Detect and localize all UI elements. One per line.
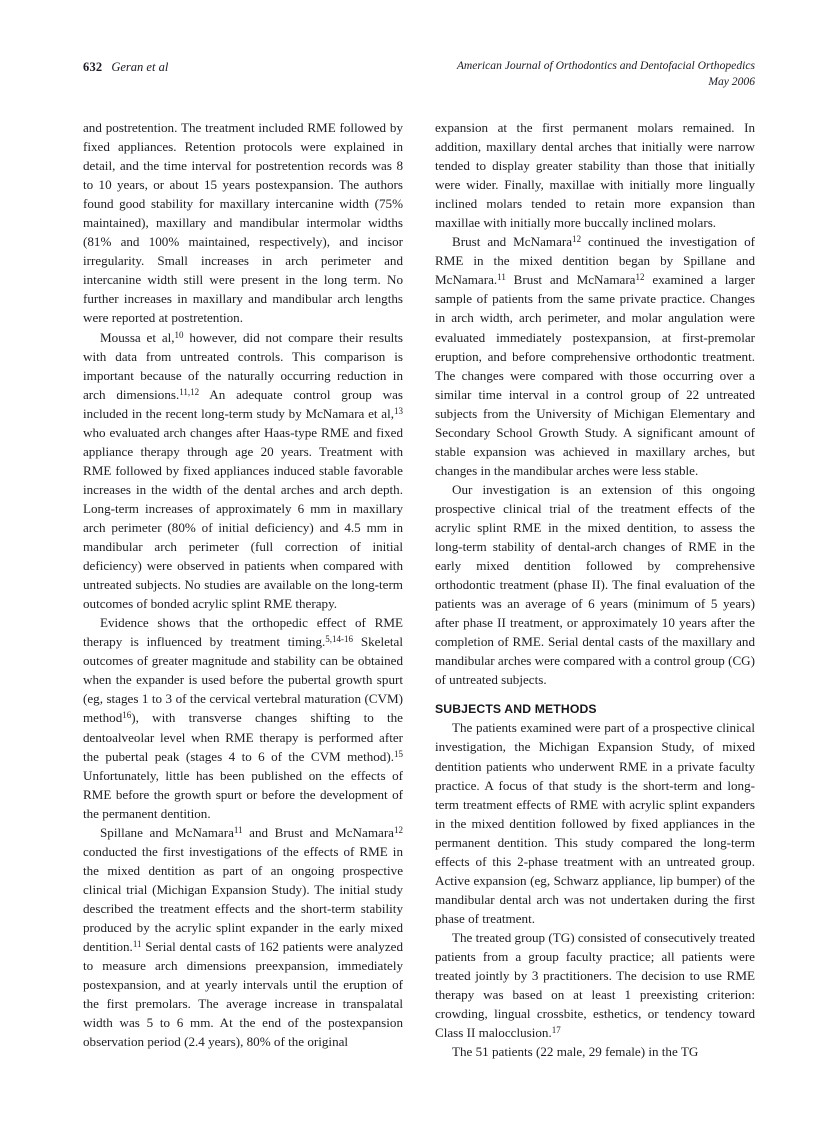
body-paragraph: expansion at the first permanent molars remained. In addition, maxillary dental arches that initially were narrow tended to display greater stability than those that initially were wider. Finally, maxillae with initially more lingually inclined molars tended to retain more expansion than maxillae with initially more buccally inclined molars. bbox=[435, 120, 755, 231]
column-right bbox=[435, 118, 755, 1068]
body-paragraph: The 51 patients (22 male, 29 female) in the TG bbox=[452, 1044, 699, 1060]
body-columns bbox=[83, 118, 755, 1068]
body-paragraph: The patients examined were part of a prospective clinical investigation, the Michigan Expansion Study, of mixed dentition patients who underwent RME in a private faculty practice. A focus of that study is the short-term and long-term treatment effects of RME with acrylic splint expanders in the mixed dentition followed by fixed appliances in the permanent dentition. This study compared the long-term effects of this 2-phase treatment with an untreated group. Active expansion (eg, Schwarz appliance, lip bumper) of the mandibular dental arch was not undertaken during the first phase of treatment. bbox=[435, 720, 755, 926]
running-head-left bbox=[83, 58, 168, 76]
running-head bbox=[83, 58, 755, 104]
issue-date: May 2006 bbox=[708, 74, 755, 88]
body-paragraph: The treated group (TG) consisted of consecutively treated patients from a group faculty practice; all patients were treated jointly by 3 practitioners. The decision to use RME therapy was based on at least 1 preexisting criterion: crowding, lingual crossbite, esthetics, or tendency toward Class II malocclusion.$^{17}$ bbox=[435, 929, 755, 1041]
body-paragraph: Spillane and McNamara$^{11}$ and Brust and McNamara$^{12}$ conducted the first investigations of the effects of RME in the mixed dentition as part of an ongoing prospective clinical trial (Michigan Expansion Study). The initial study described the treatment effects and the short-term stability produced by the acrylic splint expander in the early mixed dentition.$^{11}$ Serial dental casts of 162 patients were analyzed to measure arch dimensions preexpansion, immediately postexpansion, and at yearly intervals until the eruption of the first premolars. The average increase in transpalatal width was 5 to 6 mm. At the end of the postexpansion observation period (2.4 years), 80% of the original bbox=[83, 824, 403, 1050]
body-paragraph: Brust and McNamara$^{12}$ continued the investigation of RME in the mixed dentition began by Spillane and McNamara.$^{11}$ Brust and McNamara$^{12}$ examined a larger sample of patients from the same private practice. Changes in arch width, arch perimeter, and molar angulation were evaluated immediately postexpansion, at first-premolar eruption, and before comprehensive orthodontic treatment. The changes were compared with those occurring over a similar time interval in a control group of 22 untreated subjects from the University of Michigan Elementary and Secondary School Growth Study. A significant amount of stable expansion was achieved in maxillary arches, but changes in the mandibular arches were less stable. bbox=[435, 234, 756, 478]
page-number: 632 bbox=[83, 60, 103, 74]
body-paragraph: and postretention. The treatment included RME followed by fixed appliances. Retention protocols were explained in detail, and the time interval for postretention records was 8 to 10 years, or about 15 years postexpansion. The authors found good stability for maxillary intercanine width (75% maintained), maxillary and mandibular intermolar widths (81% and 100% maintained, respectively), and incisor irregularity. Small increases in arch perimeter and intercanine width still were present in the long term. No further increases in maxillary and mandibular arch lengths were reported at postretention. bbox=[83, 120, 403, 326]
body-paragraph: Evidence shows that the orthopedic effect of RME therapy is influenced by treatment timing.$^{5,14-16}$ Skeletal outcomes of greater magnitude and stability can be obtained when the expander is used before the pubertal growth spurt (eg, stages 1 to 3 of the cervical vertebral maturation (CVM) method$^{16}$), with transverse changes shifting to the dentoalveolar level when RME therapy is performed after the pubertal peak (stages 4 to 6 of the CVM method).$^{15}$ Unfortunately, little has been published on the effects of RME before the growth spurt or before the development of the permanent dentition. bbox=[83, 615, 403, 821]
journal-title: American Journal of Orthodontics and Dentofacial Orthopedics bbox=[456, 59, 755, 72]
body-paragraph: Moussa et al,$^{10}$ however, did not compare their results with data from untreated controls. This comparison is important because of the naturally occurring reduction in arch dimensions.$^{11,12}$ An adequate control group was included in the recent long-term study by McNamara et al,$^{13}$ who evaluated arch changes after Haas-type RME and fixed appliance therapy through age 20 years. Treatment with RME followed by fixed appliances induced stable favorable increases in the width of the dental arches and arch depth. Long-term increases of approximately 6 mm in maxillary arch perimeter (80% of initial deficiency) and 4.5 mm in mandibular arch perimeter (full correction of initial deficiency) were observed in patients when compared with untreated subjects. No studies are available on the long-term outcomes of bonded acrylic splint RME therapy. bbox=[83, 329, 404, 612]
column-left bbox=[83, 118, 403, 1068]
section-heading: SUBJECTS AND METHODS bbox=[435, 702, 597, 717]
running-head-authors: Geran et al bbox=[111, 60, 169, 74]
running-head-journal bbox=[457, 58, 755, 89]
body-paragraph: Our investigation is an extension of this ongoing prospective clinical trial of the treatment effects of the acrylic splint RME in the mixed dentition, to assess the long-term stability of dental-arch changes of RME in the early mixed dentition followed by comprehensive orthodontic treatment (phase II). The final evaluation of the patients was an average of 6 years (minimum of 5 years) after phase II treatment, or approximately 10 years after the completion of RME. Serial dental casts of the maxillary and mandibular arches were compared with a control group (CG) of untreated subjects. bbox=[435, 481, 755, 688]
